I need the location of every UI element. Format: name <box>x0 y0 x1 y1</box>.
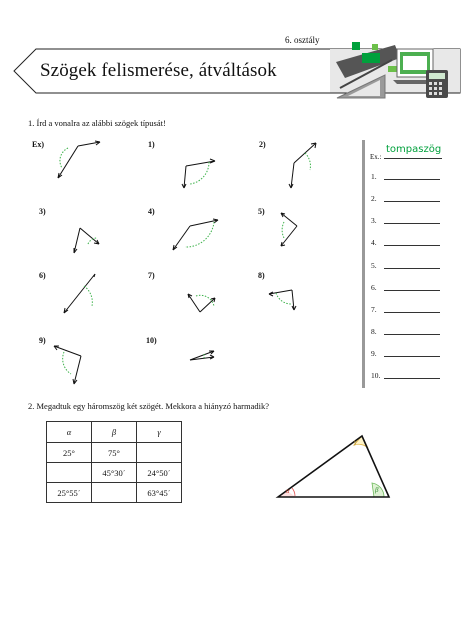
answer-number-5: 5. <box>371 261 377 270</box>
answer-number-9: 9. <box>371 349 377 358</box>
header-alpha: α <box>47 422 92 443</box>
angle-label-2: 2) <box>259 140 266 149</box>
answer-number-6: 6. <box>371 283 377 292</box>
answer-number-8: 8. <box>371 327 377 336</box>
example-prefix: Ex.: <box>370 153 382 161</box>
angle-figure-10 <box>190 351 214 360</box>
angle-table <box>46 421 182 503</box>
answer-number-3: 3. <box>371 216 377 225</box>
triangle-figure <box>278 436 389 497</box>
answer-line-8[interactable] <box>384 334 440 335</box>
answer-line-3[interactable] <box>384 223 440 224</box>
table-row <box>47 443 182 463</box>
angle-label-8: 8) <box>258 271 265 280</box>
answer-number-7: 7. <box>371 305 377 314</box>
table-cell-blank[interactable] <box>92 483 137 503</box>
angle-figure-9 <box>54 346 81 384</box>
answer-line-10[interactable] <box>384 378 440 379</box>
angle-label-6: 6) <box>39 271 46 280</box>
table-cell: 45°30΄ <box>92 463 137 483</box>
angle-figure-6 <box>64 274 95 313</box>
table-header-row <box>47 422 182 443</box>
table-cell-blank[interactable] <box>47 463 92 483</box>
angle-figure-5 <box>281 213 297 246</box>
answer-line-7[interactable] <box>384 312 440 313</box>
answer-line-1[interactable] <box>384 179 440 180</box>
triangle-gamma-label: γ <box>354 438 357 446</box>
answer-line-2[interactable] <box>384 201 440 202</box>
table-cell: 63°45΄ <box>137 483 182 503</box>
page-title: Szögek felismerése, átváltások <box>40 60 277 81</box>
grade-label: 6. osztály <box>285 35 320 45</box>
angle-figure-2 <box>289 143 316 188</box>
table-cell: 24°50΄ <box>137 463 182 483</box>
table-row <box>47 463 182 483</box>
angle-figure-7 <box>188 294 215 312</box>
triangle-alpha-label: α <box>286 487 290 495</box>
task2-prompt: 2. Megadtuk egy háromszög két szögét. Mekkora a hiányzó harmadik? <box>28 401 269 411</box>
answer-line-9[interactable] <box>384 356 440 357</box>
angle-figure-ex <box>58 141 100 178</box>
answer-number-2: 2. <box>371 194 377 203</box>
angle-label-ex: Ex) <box>32 140 44 149</box>
answer-column-bar <box>362 140 365 388</box>
table-row <box>47 483 182 503</box>
table-cell: 75° <box>92 443 137 463</box>
calculator-icon <box>426 70 448 98</box>
angle-label-3: 3) <box>39 207 46 216</box>
answer-number-4: 4. <box>371 238 377 247</box>
answer-line-6[interactable] <box>384 290 440 291</box>
angle-label-5: 5) <box>258 207 265 216</box>
angle-label-7: 7) <box>148 271 155 280</box>
triangle-beta-label: β <box>375 486 379 494</box>
angle-label-1: 1) <box>148 140 155 149</box>
angle-figure-1 <box>182 159 215 188</box>
header-beta: β <box>92 422 137 443</box>
answer-number-1: 1. <box>371 172 377 181</box>
answer-line-4[interactable] <box>384 245 440 246</box>
angle-label-10: 10) <box>146 336 157 345</box>
table-cell: 25°55΄ <box>47 483 92 503</box>
angle-label-4: 4) <box>148 207 155 216</box>
angle-figure-3 <box>74 228 99 253</box>
header-gamma: γ <box>137 422 182 443</box>
angle-label-9: 9) <box>39 336 46 345</box>
table-cell-blank[interactable] <box>137 443 182 463</box>
answer-number-10: 10. <box>371 371 381 380</box>
answer-line-5[interactable] <box>384 268 440 269</box>
table-cell: 25° <box>47 443 92 463</box>
task1-prompt: 1. Írd a vonalra az alábbi szögek típusát! <box>28 118 166 128</box>
angle-figure-8 <box>269 290 296 310</box>
angle-figure-4 <box>173 219 218 250</box>
example-answer-line <box>384 158 442 159</box>
example-answer: tompaszög <box>386 144 442 155</box>
